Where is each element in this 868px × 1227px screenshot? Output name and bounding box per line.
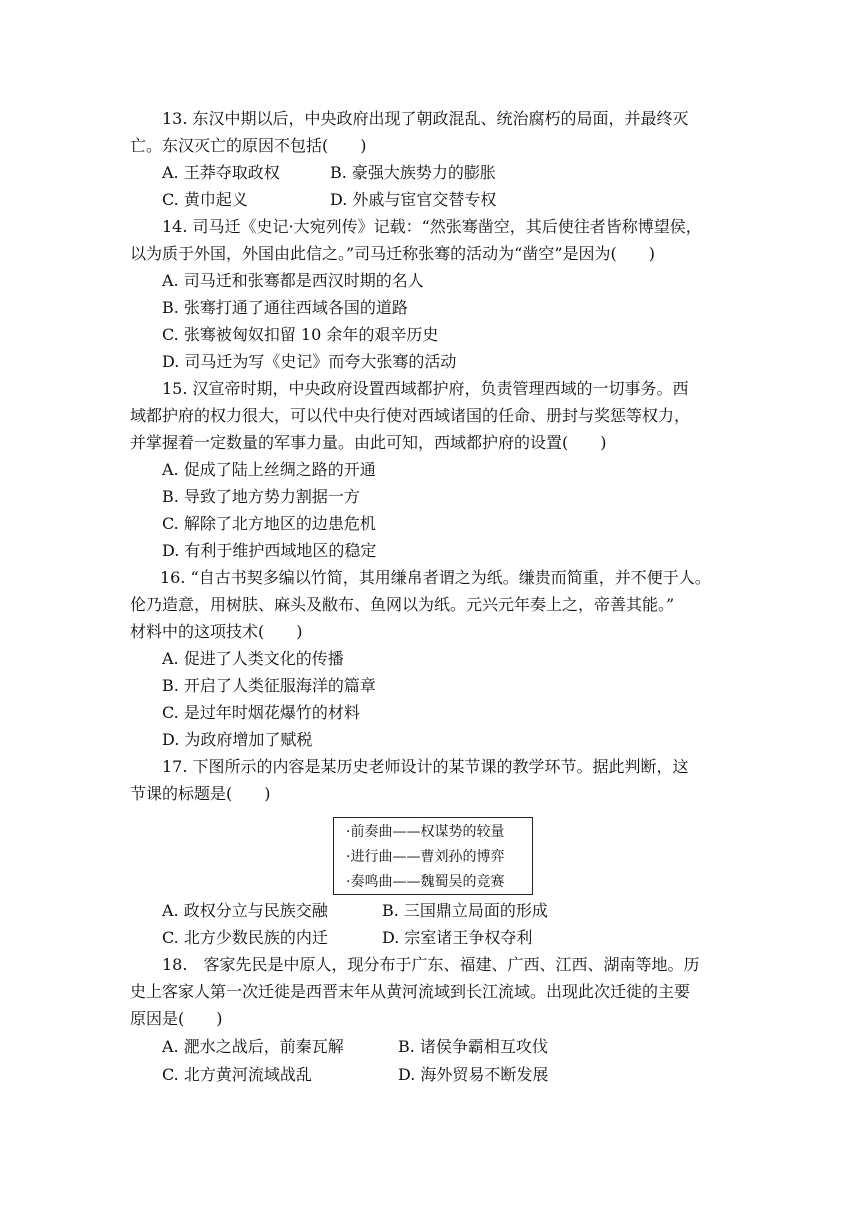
question-14-option-c: C. 张骞被匈奴扣留 10 余年的艰辛历史: [162, 325, 439, 344]
question-18-option-b: B. 诸侯争霸相互攻伐: [398, 1037, 548, 1056]
question-16-stem-line-3: 材料中的这项技术( ): [130, 622, 303, 641]
question-15-stem-line-2: 域都护府的权力很大，可以代中央行使对西域诸国的任命、册封与奖惩等权力，: [130, 406, 691, 425]
question-18-stem-line-2: 史上客家人第一次迁徙是西晋末年从黄河流域到长江流域。出现此次迁徙的主要: [130, 982, 691, 1001]
question-17-stem-line-2: 节课的标题是( ): [130, 784, 271, 803]
question-18-option-d: D. 海外贸易不断发展: [398, 1065, 549, 1084]
question-16-stem-line-2: 伦乃造意，用树肤、麻头及敝布、鱼网以为纸。元兴元年奏上之，帝善其能。”: [130, 595, 675, 614]
question-15-option-d: D. 有利于维护西域地区的稳定: [162, 541, 377, 560]
question-18-option-a: A. 淝水之战后，前秦瓦解: [162, 1037, 344, 1056]
question-15-stem-line-3: 并掌握着一定数量的军事力量。由此可知，西域都护府的设置( ): [130, 433, 607, 452]
question-18-option-c: C. 北方黄河流域战乱: [162, 1065, 312, 1084]
question-17-option-d: D. 宗室诸王争权夺利: [382, 928, 533, 947]
question-13-option-b: B. 豪强大族势力的膨胀: [330, 163, 496, 182]
question-13-option-d: D. 外戚与宦官交替专权: [330, 190, 497, 209]
question-16-option-c: C. 是过年时烟花爆竹的材料: [162, 703, 360, 722]
question-16-stem-line-1: 16. “自古书契多编以竹简，其用缣帛者谓之为纸。缣贵而简重，并不便于人。: [160, 568, 711, 587]
question-18-stem-line-1: 18. 客家先民是中原人，现分布于广东、福建、广西、江西、湖南等地。历: [162, 955, 700, 974]
question-16-option-d: D. 为政府增加了赋税: [162, 730, 313, 749]
question-13-option-a: A. 王莽夺取政权: [162, 163, 280, 182]
question-13-stem-line-1: 13. 东汉中期以后，中央政府出现了朝政混乱、统治腐朽的局面，并最终灭: [162, 109, 689, 128]
question-15-option-c: C. 解除了北方地区的边患危机: [162, 514, 376, 533]
question-15-option-b: B. 导致了地方势力割据一方: [162, 487, 360, 506]
question-13-option-c: C. 黄巾起义: [162, 190, 248, 209]
question-14-option-d: D. 司马迁为写《史记》而夸大张骞的活动: [162, 352, 457, 371]
question-13-stem-line-2: 亡。东汉灭亡的原因不包括( ): [130, 136, 367, 155]
question-14-option-a: A. 司马迁和张骞都是西汉时期的名人: [162, 271, 424, 290]
question-14-stem-line-1: 14. 司马迁《史记·大宛列传》记载：“然张骞凿空，其后使往者皆称博望侯，: [162, 217, 702, 236]
question-14-stem-line-2: 以为质于外国，外国由此信之。”司马迁称张骞的活动为“凿空”是因为( ): [130, 244, 656, 263]
lesson-outline-item-3: ·奏鸣曲——魏蜀吴的竞赛: [346, 874, 505, 890]
lesson-outline-box: [333, 817, 533, 895]
question-15-stem-line-1: 15. 汉宣帝时期，中央政府设置西域都护府，负责管理西域的一切事务。西: [162, 379, 689, 398]
question-17-option-b: B. 三国鼎立局面的形成: [382, 901, 548, 920]
question-18-stem-line-3: 原因是( ): [130, 1009, 223, 1028]
question-14-option-b: B. 张骞打通了通往西域各国的道路: [162, 298, 408, 317]
lesson-outline-item-2: ·进行曲——曹刘孙的博弈: [346, 849, 505, 865]
question-16-option-b: B. 开启了人类征服海洋的篇章: [162, 676, 376, 695]
question-15-option-a: A. 促成了陆上丝绸之路的开通: [162, 460, 376, 479]
question-17-option-c: C. 北方少数民族的内迁: [162, 928, 328, 947]
lesson-outline-item-1: ·前奏曲——权谋势的较量: [346, 824, 505, 840]
question-17-stem-line-1: 17. 下图所示的内容是某历史老师设计的某节课的教学环节。据此判断，这: [162, 757, 689, 776]
question-17-option-a: A. 政权分立与民族交融: [162, 901, 328, 920]
question-16-option-a: A. 促进了人类文化的传播: [162, 649, 344, 668]
